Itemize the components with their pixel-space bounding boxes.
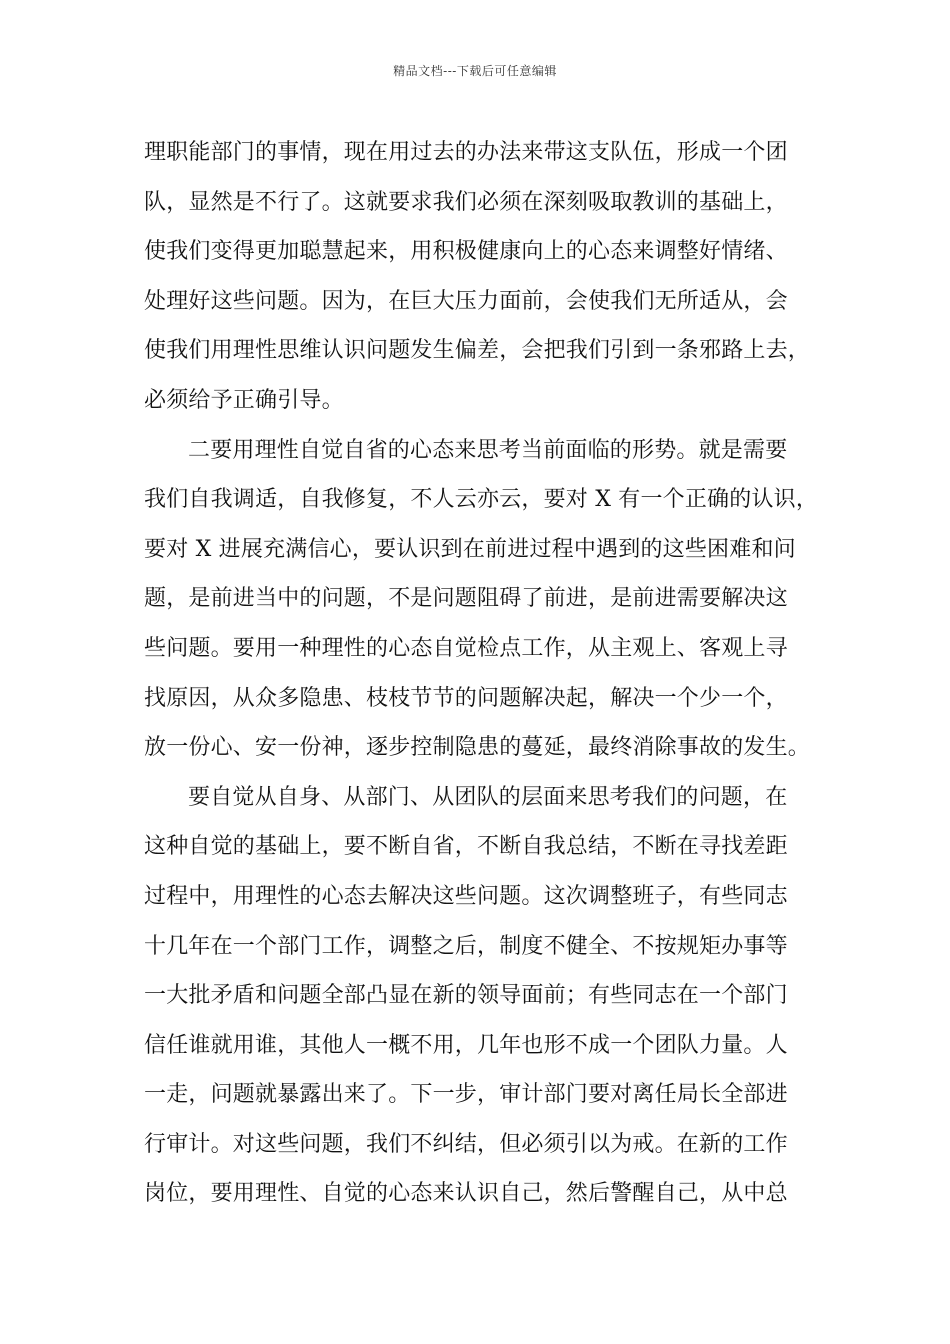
text-line: 一大批矛盾和问题全部凸显在新的领导面前；有些同志在一个部门: [144, 983, 788, 1009]
text-line: 处理好这些问题。因为，在巨大压力面前，会使我们无所适从，会: [144, 288, 788, 314]
text-line: 信任谁就用谁，其他人一概不用，几年也形不成一个团队力量。人: [144, 1032, 788, 1058]
text-line: 理职能部门的事情，现在用过去的办法来带这支队伍，形成一个团: [144, 140, 788, 165]
text-line: 要对 X 进展充满信心，要认识到在前进过程中遇到的这些困难和问: [144, 536, 796, 562]
text-line: 找原因，从众多隐患、枝枝节节的问题解决起，解决一个少一个，: [144, 685, 788, 711]
text-line: 使我们变得更加聪慧起来，用积极健康向上的心态来调整好情绪、: [144, 239, 788, 265]
text-line: 放一份心、安一份神，逐步控制隐患的蔓延，最终消除事故的发生。: [144, 735, 811, 761]
text-line: 过程中，用理性的心态去解决这些问题。这次调整班子，有些同志: [144, 883, 788, 909]
text-line: 十几年在一个部门工作，调整之后，制度不健全、不按规矩办事等: [144, 933, 788, 959]
text-line: 使我们用理性思维认识问题发生偏差，会把我们引到一条邪路上去，: [144, 338, 811, 364]
text-line: 我们自我调适，自我修复，不人云亦云，要对 X 有一个正确的认识，: [144, 487, 819, 513]
document-body: [144, 128, 819, 1219]
paragraph-first-line: 要自觉从自身、从部门、从团队的层面来思考我们的问题，在: [188, 784, 788, 810]
text-line: 题，是前进当中的问题，不是问题阻碍了前进，是前进需要解决这: [144, 586, 788, 612]
paragraph-first-line: 二要用理性自觉自省的心态来思考当前面临的形势。就是需要: [188, 437, 788, 463]
text-line: 些问题。要用一种理性的心态自觉检点工作，从主观上、客观上寻: [144, 635, 788, 661]
text-line: 必须给予正确引导。: [144, 387, 344, 413]
page-header: 精品文档---下载后可任意编辑: [393, 64, 557, 78]
text-line: 这种自觉的基础上，要不断自省，不断自我总结，不断在寻找差距: [144, 834, 788, 860]
text-line: 队，显然是不行了。这就要求我们必须在深刻吸取教训的基础上，: [144, 189, 788, 215]
text-line: 行审计。对这些问题，我们不纠结，但必须引以为戒。在新的工作: [144, 1131, 788, 1157]
text-line: 岗位，要用理性、自觉的心态来认识自己，然后警醒自己，从中总: [144, 1181, 788, 1207]
text-line: 一走，问题就暴露出来了。下一步，审计部门要对离任局长全部进: [144, 1082, 788, 1108]
